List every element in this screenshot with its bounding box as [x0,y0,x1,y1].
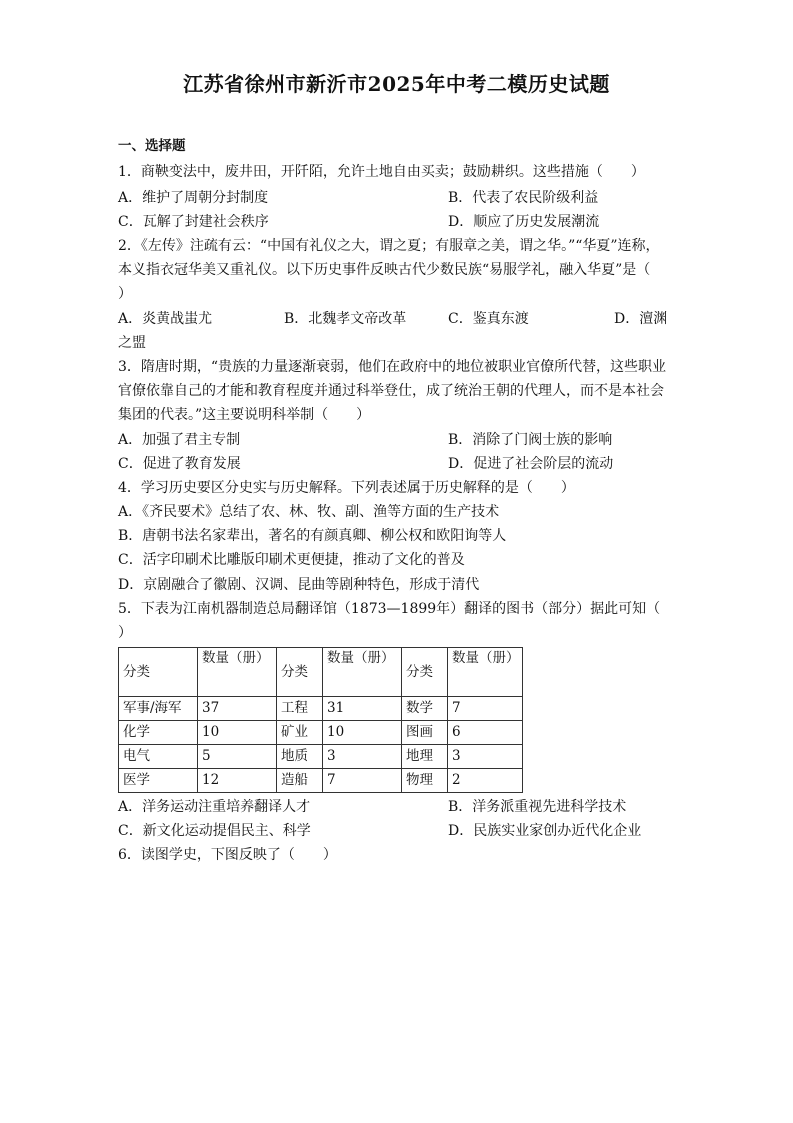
section-heading: 一、选择题 [118,138,186,154]
q1-option-b: B．代表了农民阶级利益 [448,190,599,206]
table-cell: 2 [448,769,523,793]
table-header-row [119,648,523,697]
q1-option-c: C．瓦解了封建社会秩序 [118,214,269,230]
q5-option-a: A．洋务运动注重培养翻译人才 [118,799,311,815]
q5-stem-line-2: ） [118,625,132,641]
table-cell: 6 [448,721,523,745]
q4-option-d: D．京剧融合了徽剧、汉调、昆曲等剧种特色，形成于清代 [118,577,480,593]
q2-option-d-continued: 之盟 [118,335,146,351]
table-header-cell: 数量（册） [448,648,523,697]
q3-option-a: A．加强了君主专制 [118,432,241,448]
table-header-cell: 数量（册） [198,648,277,697]
q4-option-a: A．《齐民要术》总结了农、林、牧、副、渔等方面的生产技术 [118,504,500,520]
translation-books-table [118,647,523,793]
table-cell: 矿业 [277,721,323,745]
table-cell: 7 [323,769,402,793]
q3-option-c: C．促进了教育发展 [118,456,241,472]
table-cell: 物理 [402,769,448,793]
table-row [119,745,523,769]
q3-stem-line-3: 集团的代表。”这主要说明科举制（ ） [118,407,371,423]
table-cell: 5 [198,745,277,769]
table-cell: 7 [448,697,523,721]
table-cell: 工程 [277,697,323,721]
q6-stem: 6．读图学史，下图反映了（ ） [118,847,337,863]
q4-option-b: B．唐朝书法名家辈出，著名的有颜真卿、柳公权和欧阳询等人 [118,528,507,544]
table-cell: 3 [448,745,523,769]
q5-option-b: B．洋务派重视先进科学技术 [448,799,627,815]
table-header-cell: 数量（册） [323,648,402,697]
q5-stem-line-1: 5．下表为江南机器制造总局翻译馆（1873—1899年）翻译的图书（部分）据此可知（ [118,601,661,617]
q3-stem-line-2: 官僚依靠自己的才能和教育程度并通过科举登仕，成了统治王朝的代理人，而不是本社会 [118,383,664,399]
table-cell: 地质 [277,745,323,769]
table-cell: 10 [198,721,277,745]
q1-option-a: A．维护了周朝分封制度 [118,190,269,206]
q4-stem: 4．学习历史要区分史实与历史解释。下列表述属于历史解释的是（ ） [118,480,575,496]
table-cell: 10 [323,721,402,745]
table-row [119,697,523,721]
q3-stem-line-1: 3．隋唐时期，“贵族的力量逐渐衰弱，他们在政府中的地位被职业官僚所代替，这些职业 [118,359,667,375]
q1-stem: 1．商鞅变法中，废井田，开阡陌，允许土地自由买卖；鼓励耕织。这些措施（ ） [118,164,645,180]
q2-option-d: D．澶渊 [614,311,668,327]
q1-option-d: D．顺应了历史发展潮流 [448,214,600,230]
q2-option-c: C．鉴真东渡 [448,311,529,327]
table-cell: 图画 [402,721,448,745]
q2-option-b: B．北魏孝文帝改革 [284,311,407,327]
q5-option-d: D．民族实业家创办近代化企业 [448,823,642,839]
table-cell: 12 [198,769,277,793]
q2-stem-line-1: 2．《左传》注疏有云：“中国有礼仪之大，谓之夏；有服章之美，谓之华。”“华夏”连称， [118,238,660,254]
q3-option-b: B．消除了门阀士族的影响 [448,432,613,448]
table-header-cell: 分类 [402,648,448,697]
table-cell: 电气 [119,745,198,769]
table-row [119,769,523,793]
table-cell: 化学 [119,721,198,745]
table-cell: 军事/海军 [119,697,198,721]
q3-option-d: D．促进了社会阶层的流动 [448,456,614,472]
table-header-cell: 分类 [119,648,198,697]
q2-stem-line-2: 本义指衣冠华美又重礼仪。以下历史事件反映古代少数民族“易服学礼，融入华夏”是（ [118,262,651,278]
table-cell: 数学 [402,697,448,721]
table-header-cell: 分类 [277,648,323,697]
table-cell: 31 [323,697,402,721]
q2-option-a: A．炎黄战蚩尤 [118,311,213,327]
q2-stem-line-3: ） [118,286,132,302]
table-cell: 37 [198,697,277,721]
page-title: 江苏省徐州市新沂市2025年中考二模历史试题 [183,72,610,96]
table-cell: 医学 [119,769,198,793]
table-cell: 3 [323,745,402,769]
q5-option-c: C．新文化运动提倡民主、科学 [118,823,311,839]
table-row [119,721,523,745]
table-cell: 地理 [402,745,448,769]
table-cell: 造船 [277,769,323,793]
q4-option-c: C．活字印刷术比雕版印刷术更便捷，推动了文化的普及 [118,552,465,568]
